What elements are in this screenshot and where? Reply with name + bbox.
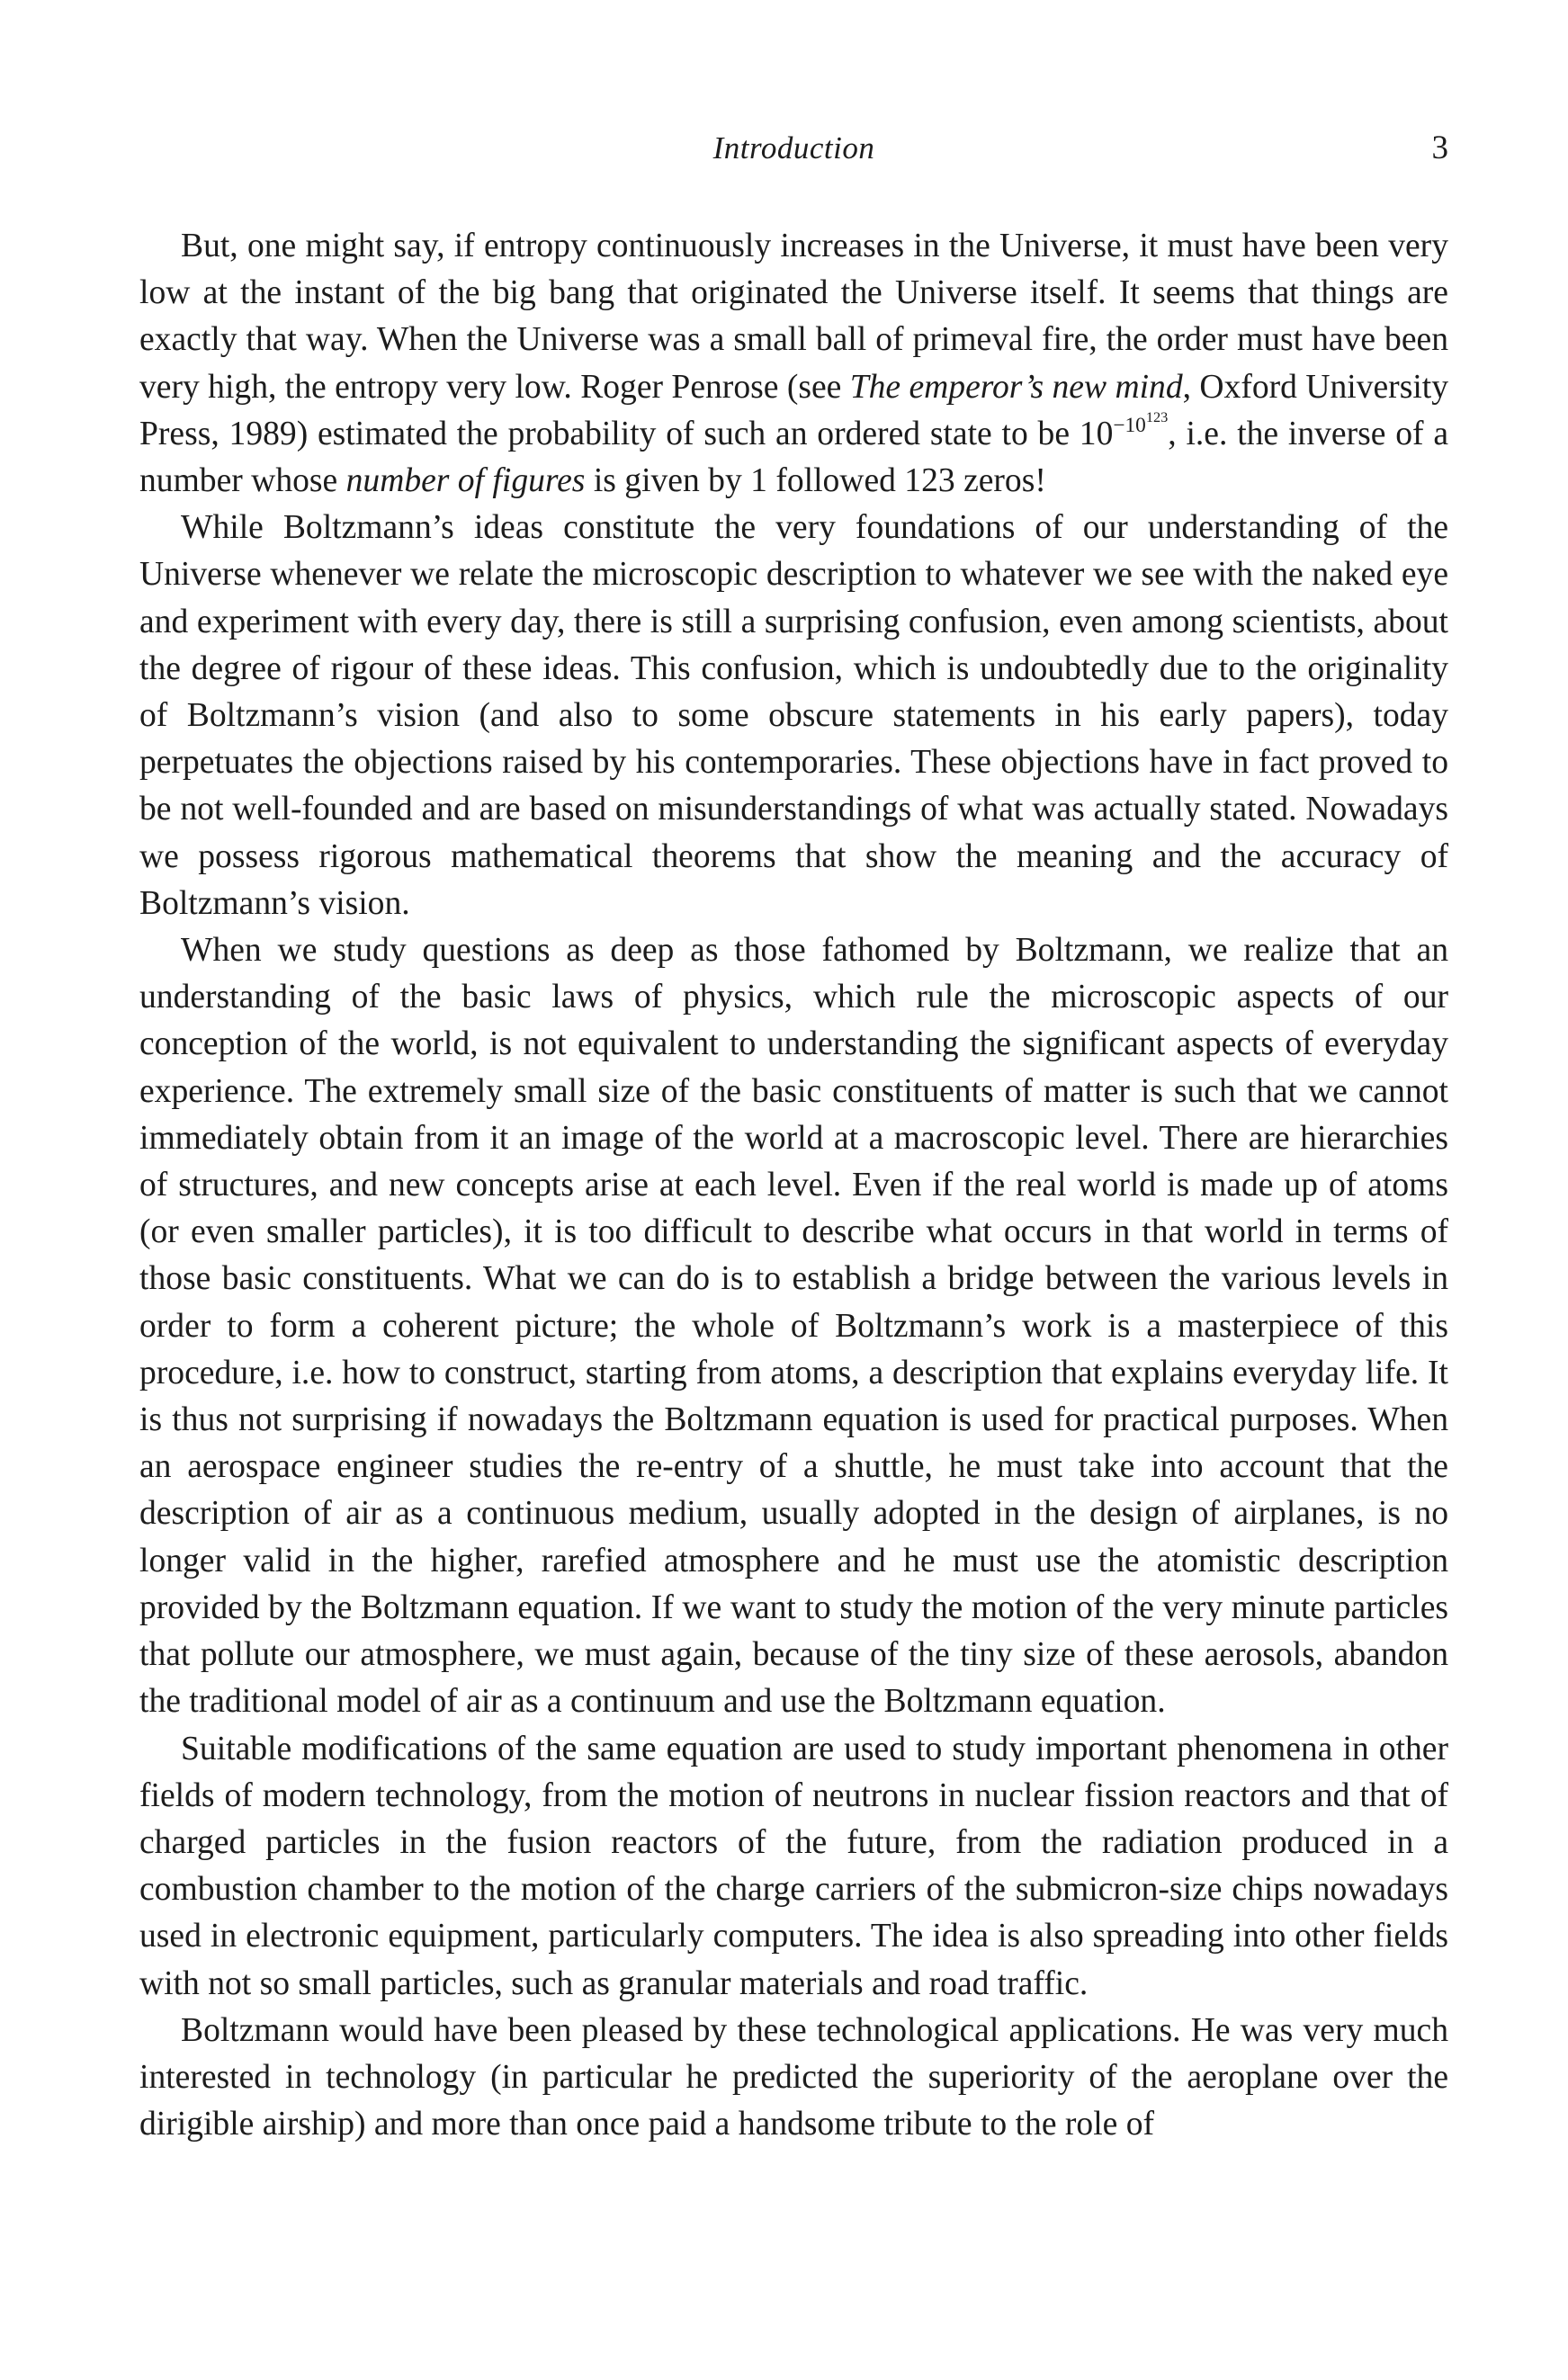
page-header (139, 126, 1448, 171)
book-title-emperors-new-mind: The emperor’s new mind (849, 368, 1183, 406)
exponent-base: −10 (1113, 414, 1146, 438)
page-number: 3 (1431, 130, 1448, 166)
body-text (139, 223, 1448, 2148)
paragraph-1-text-c: , i.e. the inverse of a number whose (139, 415, 1448, 500)
probability-exponent (1113, 408, 1169, 438)
paragraph-4: Suitable modifications of the same equation are used to study important phenomena in other fields of modern technology, from the motion of neutrons in nuclear fission reactors and that of charged particles in the fusion reactors of the future, from the radiation produced in a combustion chamber to the motion of the charge carriers of the submicron-size chips nowadays used in electronic equipment, particularly computers. The idea is also spreading into other fields with not so small particles, such as granular materials and road traffic. (139, 1730, 1448, 2002)
paragraph-2: While Boltzmann’s ideas constitute the very foundations of our understanding of the Universe whenever we relate the microscopic description to whatever we see with the naked eye and experiment with every day, there is still a surprising confusion, even among scientists, about the degree of rigour of these ideas. This confusion, which is undoubtedly due to the originality of Boltzmann’s vision (and also to some obscure statements in his early papers), today perpetuates the objections raised by his contemporaries. These objections have in fact proved to be not well-founded and are based on misunderstandings of what was actually stated. Nowadays we possess rigorous mathematical theorems that show the meaning and the accuracy of Boltzmann’s vision. (139, 509, 1448, 922)
exponent-power: 123 (1145, 408, 1169, 426)
running-title: Introduction (712, 130, 875, 166)
paragraph-1-text-b: , Oxford University Press, 1989) estimated the probability of such an ordered state to be 10 (139, 368, 1448, 452)
paragraph-5: Boltzmann would have been pleased by these technological applications. He was very much interested in technology (in particular he predicted the superiority of the aeroplane over the dirigible airship) and more than once paid a handsome tribute to the role of (139, 2011, 1448, 2143)
paragraph-1-text-a: But, one might say, if entropy continuously increases in the Universe, it must have been very low at the instant of the big bang that originated the Universe itself. It seems that things are exactly that way. When the Universe was a small ball of primeval fire, the order must have been very high, the entropy very low. Roger Penrose (see (139, 228, 1448, 406)
paragraph-3: When we study questions as deep as those fathomed by Boltzmann, we realize that an understanding of the basic laws of physics, which rule the microscopic aspects of our conception of the world, is not equivalent to understanding the significant aspects of everyday experience. The extremely small size of the basic constituents of matter is such that we cannot immediately obtain from it an image of the world at a macroscopic level. There are hierarchies of structures, and new concepts arise at each level. Even if the real world is made up of atoms (or even smaller particles), it is too difficult to describe what occurs in that world in terms of those basic constituents. What we can do is to establish a bridge between the various levels in order to form a coherent picture; the whole of Boltzmann’s work is a masterpiece of this procedure, i.e. how to construct, starting from atoms, a description that explains everyday life. It is thus not surprising if nowadays the Boltzmann equation is used for practical purposes. When an aerospace engineer studies the re-entry of a shuttle, he must take into account that the description of air as a continuous medium, usually adopted in the design of airplanes, is no longer valid in the higher, rarefied atmosphere and he must use the atomistic description provided by the Boltzmann equation. If we want to study the motion of the very minute particles that pollute our atmosphere, we must again, because of the tiny size of these aerosols, abandon the traditional model of air as a continuum and use the Boltzmann equation. (139, 932, 1448, 1721)
emphasis-number-of-figures: number of figures (345, 462, 586, 500)
paragraph-1 (139, 223, 1448, 505)
paragraph-1-text-d: is given by 1 followed 123 zeros! (585, 462, 1046, 500)
